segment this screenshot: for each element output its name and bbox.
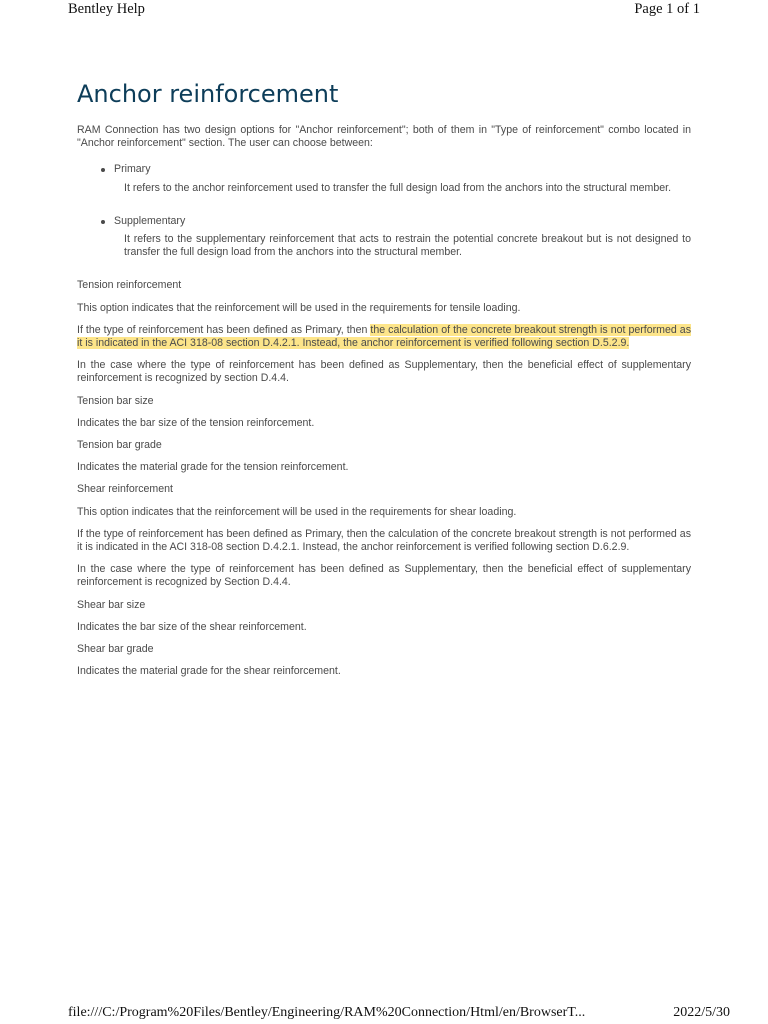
shear-bar-grade-heading: Shear bar grade [77, 643, 154, 656]
intro-paragraph: RAM Connection has two design options for "Anchor reinforcement"; both of them in "Type of reinforcement" combo located in "Anchor reinforcement" section. The user can choose between: [77, 124, 691, 150]
footer-file-path: file:///C:/Program%20Files/Bentley/Engineering/RAM%20Connection/Html/en/BrowserT... [68, 1005, 586, 1020]
shear-reinforcement-heading: Shear reinforcement [77, 483, 173, 496]
shear-bar-size-heading: Shear bar size [77, 598, 146, 611]
list-item-label: Primary [114, 163, 151, 176]
article-content [77, 74, 691, 687]
tension-paragraph-1: This option indicates that the reinforcement will be used in the requirements for tensile loading. [77, 301, 521, 314]
tension-paragraph-3: In the case where the type of reinforcement has been defined as Supplementary, then the beneficial effect of supplementary reinforcement is recognized by section D.4.4. [77, 359, 691, 385]
tension-bar-grade-heading: Tension bar grade [77, 439, 162, 452]
tension-paragraph-2 [77, 324, 691, 350]
shear-paragraph-2: If the type of reinforcement has been defined as Primary, then the calculation of the concrete breakout strength is not performed as it is indicated in the ACI 318-08 section D.4.2.1. Instead, the anchor reinforcement is verified following section D.6.2.9. [77, 527, 691, 554]
shear-bar-size-description: Indicates the bar size of the shear reinforcement. [77, 620, 307, 633]
reinforcement-type-list [77, 163, 691, 259]
tension-reinforcement-heading: Tension reinforcement [77, 279, 182, 292]
highlighted-text: the calculation of the concrete breakout strength is not performed as it is indicated in the ACI 318-08 section D.4.2.1. Instead, the anchor reinforcement is verified following section D.5.2.9. [77, 323, 691, 350]
header-site-name: Bentley Help [68, 1, 145, 17]
list-item-supplementary [77, 215, 691, 260]
page-title: Anchor reinforcement [77, 80, 339, 108]
tension-bar-size-description: Indicates the bar size of the tension reinforcement. [77, 416, 315, 429]
bullet-icon [101, 168, 105, 172]
list-item-description: It refers to the supplementary reinforcement that acts to restrain the potential concrete breakout but is not designed to transfer the full design load from the anchors into the structural member. [124, 233, 691, 259]
print-footer [68, 1004, 730, 1024]
tension-bar-grade-description: Indicates the material grade for the tension reinforcement. [77, 461, 349, 474]
tension-paragraph-2-text: If the type of reinforcement has been defined as Primary, then [77, 323, 371, 336]
header-page-number: Page 1 of 1 [634, 1, 700, 17]
print-header [68, 0, 700, 20]
bullet-icon [101, 220, 105, 224]
shear-paragraph-3: In the case where the type of reinforcement has been defined as Supplementary, then the beneficial effect of supplementary reinforcement is recognized by Section D.4.4. [77, 563, 691, 589]
shear-bar-grade-description: Indicates the material grade for the shear reinforcement. [77, 665, 341, 678]
list-item-label: Supplementary [114, 214, 186, 227]
tension-bar-size-heading: Tension bar size [77, 394, 154, 407]
footer-date: 2022/5/30 [673, 1005, 730, 1020]
list-item-description: It refers to the anchor reinforcement used to transfer the full design load from the anchors into the structural member. [124, 181, 672, 194]
list-item-primary [77, 163, 691, 194]
shear-paragraph-1: This option indicates that the reinforcement will be used in the requirements for shear loading. [77, 505, 517, 518]
